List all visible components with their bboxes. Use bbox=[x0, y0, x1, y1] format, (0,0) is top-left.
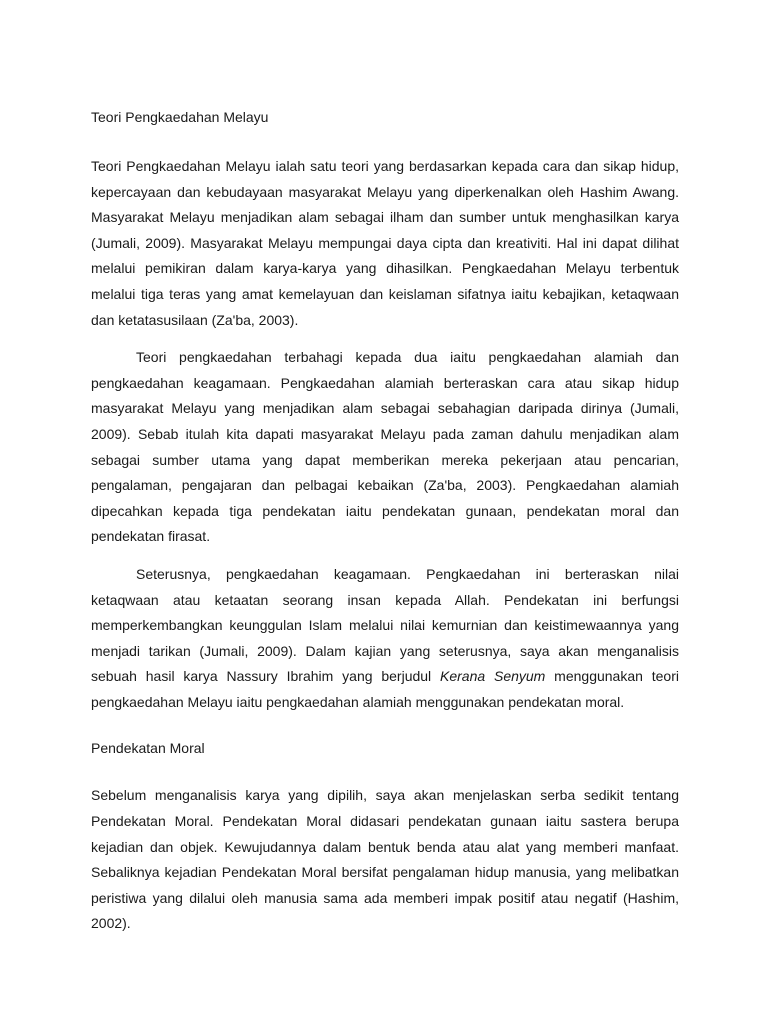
book-title-italic: Kerana Senyum bbox=[440, 668, 546, 685]
document-title: Teori Pengkaedahan Melayu bbox=[91, 109, 269, 125]
document-page bbox=[91, 104, 679, 949]
paragraph-pengkaedahan-keagamaan bbox=[91, 562, 679, 716]
section-heading-pendekatan-moral: Pendekatan Moral bbox=[91, 740, 205, 757]
paragraph-intro: Teori Pengkaedahan Melayu ialah satu teori yang berdasarkan kepada cara dan sikap hidup, kepercayaan dan kebudayaan masyarakat Melayu yang diperkenalkan oleh Hashim Awang. Masyarakat Melayu menjadikan alam sebagai ilham dan sumber untuk menghasilkan karya (Jumali, 2009). Masyarakat Melayu mempungai daya cipta dan kreativiti. Hal ini dapat dilihat melalui pemikiran dalam karya-karya yang dihasilkan. Pengkaedahan Melayu terbentuk melalui tiga teras yang amat kemelayuan dan keislaman sifatnya iaitu kebajikan, ketaqwaan dan ketatasusilaan (Za'ba, 2003). bbox=[91, 158, 679, 328]
paragraph-text: menggunakan teori pengkaedahan Melayu iaitu pengkaedahan alamiah menggunakan pendekatan moral. bbox=[91, 668, 679, 710]
paragraph-text: Seterusnya, pengkaedahan keagamaan. Pengkaedahan ini berteraskan nilai ketaqwaan atau ketaatan seorang insan kepada Allah. Pendekatan ini berfungsi memperkembangkan keunggulan Islam melalui nilai kemurnian dan keistimewaannya yang menjadi tarikan (Jumali, 2009). Dalam kajian yang seterusnya, saya akan menganalisis sebuah hasil karya Nassury Ibrahim yang berjudul bbox=[91, 565, 679, 685]
paragraph-pengkaedahan-alamiah: Teori pengkaedahan terbahagi kepada dua iaitu pengkaedahan alamiah dan pengkaedahan keagamaan. Pengkaedahan alamiah berteraskan cara atau sikap hidup masyarakat Melayu yang menjadikan alam sebagai sebahagian daripada dirinya (Jumali, 2009). Sebab itulah kita dapati masyarakat Melayu pada zaman dahulu menjadikan alam sebagai sumber utama yang dapat memberikan mereka pekerjaan atau pencarian, pengalaman, pengajaran dan pelbagai kebaikan (Za'ba, 2003). Pengkaedahan alamiah dipecahkan kepada tiga pendekatan iaitu pendekatan gunaan, pendekatan moral dan pendekatan firasat. bbox=[91, 349, 679, 545]
paragraph-pendekatan-moral: Sebelum menganalisis karya yang dipilih, saya akan menjelaskan serba sedikit tentang Pendekatan Moral. Pendekatan Moral didasari pendekatan gunaan iaitu sastera berupa kejadian dan objek. Kewujudannya dalam bentuk benda atau alat yang memberi manfaat. Sebaliknya kejadian Pendekatan Moral bersifat pengalaman hidup manusia, yang melibatkan peristiwa yang dilalui oleh manusia sama ada memberi impak positif atau negatif (Hashim, 2002). bbox=[91, 787, 679, 932]
